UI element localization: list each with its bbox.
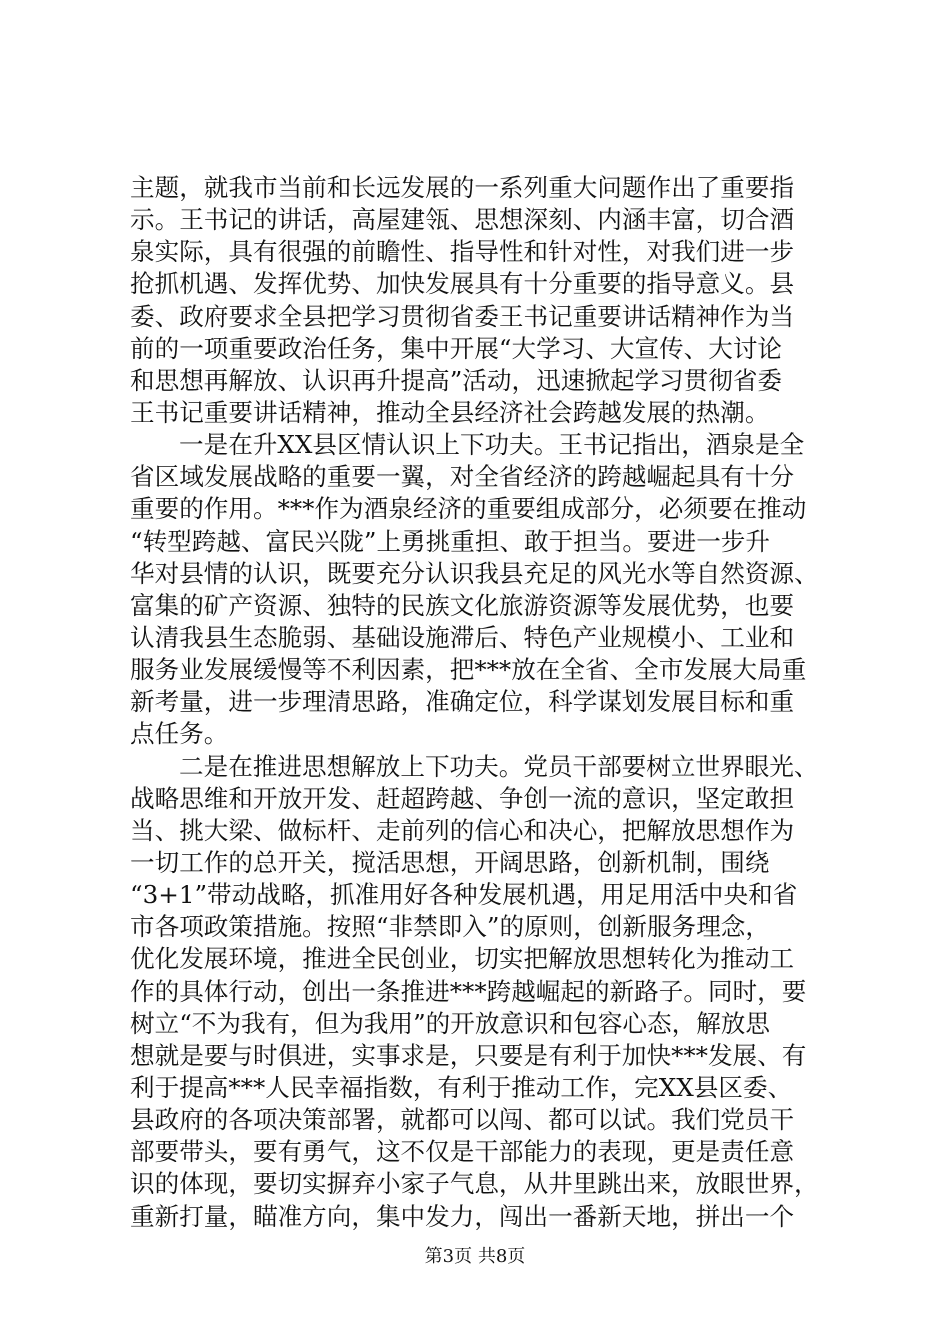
text-line: 前的一项重要政治任务，集中开展“大学习、大宣传、大讨论 xyxy=(130,333,783,363)
text-line: 泉实际，具有很强的前瞻性、指导性和针对性，对我们进一步 xyxy=(130,237,795,267)
text-line: 华对县情的认识，既要充分认识我县充足的风光水等自然资源、 xyxy=(130,558,819,588)
text-line: 认清我县生态脆弱、基础设施滞后、特色产业规模小、工业和 xyxy=(130,622,795,652)
text-line: 树立“不为我有，但为我用”的开放意识和包容心态，解放思 xyxy=(130,1008,770,1038)
text-line: 重要的作用。***作为酒泉经济的重要组成部分，必须要在推动 xyxy=(130,494,807,524)
paragraph-start-line: 一是在升XX县区情认识上下功夫。王书记指出，酒泉是全 xyxy=(179,430,805,460)
text-line: 当、挑大梁、做标杆、走前列的信心和决心，把解放思想作为 xyxy=(130,815,795,845)
text-line: 点任务。 xyxy=(130,719,229,749)
text-line: 识的体现，要切实摒弃小家子气息，从井里跳出来，放眼世界， xyxy=(130,1169,819,1199)
text-line: 抢抓机遇、发挥优势、加快发展具有十分重要的指导意义。县 xyxy=(130,269,795,299)
text-line: 利于提高***人民幸福指数，有利于推动工作，完XX县区委、 xyxy=(130,1072,793,1102)
text-line: “转型跨越、富民兴陇”上勇挑重担、敢于担当。要进一步升 xyxy=(130,526,770,556)
text-line: 优化发展环境，推进全民创业，切实把解放思想转化为推动工 xyxy=(130,944,795,974)
text-line: 富集的矿产资源、独特的民族文化旅游资源等发展优势，也要 xyxy=(130,590,795,620)
text-line: 重新打量，瞄准方向，集中发力，闯出一番新天地，拼出一个 xyxy=(130,1201,795,1231)
paragraph-start-line: 二是在推进思想解放上下功夫。党员干部要树立世界眼光、 xyxy=(179,751,819,781)
text-line: 县政府的各项决策部署，就都可以闯、都可以试。我们党员干 xyxy=(130,1105,795,1135)
text-line: 部要带头，要有勇气，这不仅是干部能力的表现，更是责任意 xyxy=(130,1137,795,1167)
text-line: 服务业发展缓慢等不利因素，把***放在全省、全市发展大局重 xyxy=(130,655,807,685)
text-line: 战略思维和开放开发、赶超跨越、争创一流的意识，坚定敢担 xyxy=(130,783,795,813)
text-line: 主题，就我市当前和长远发展的一系列重大问题作出了重要指 xyxy=(130,173,795,202)
text-line: 省区域发展战略的重要一翼，对全省经济的跨越崛起具有十分 xyxy=(130,462,795,492)
text-line: 示。王书记的讲话，高屋建瓴、思想深刻、内涵丰富，切合酒 xyxy=(130,205,795,235)
text-line: 想就是要与时俱进，实事求是，只要是有利于加快***发展、有 xyxy=(130,1040,807,1070)
text-line: 市各项政策措施。按照“非禁即入”的原则，创新服务理念， xyxy=(130,912,770,942)
document-body xyxy=(130,172,830,1233)
text-line: 王书记重要讲话精神，推动全县经济社会跨越发展的热潮。 xyxy=(130,397,770,427)
text-line: 作的具体行动，创出一条推进***跨越崛起的新路子。同时，要 xyxy=(130,976,807,1006)
text-line: “3+1”带动战略，抓准用好各种发展机遇，用足用活中央和省 xyxy=(130,880,798,910)
page-footer xyxy=(0,1245,950,1269)
text-line: 和思想再解放、认识再升提高”活动，迅速掀起学习贯彻省委 xyxy=(130,365,783,395)
text-line: 一切工作的总开关，搅活思想，开阔思路，创新机制，围绕 xyxy=(130,847,770,877)
text-line: 新考量，进一步理清思路，准确定位，科学谋划发展目标和重 xyxy=(130,687,795,717)
page-number-label: 第3页 共8页 xyxy=(424,1246,526,1267)
text-line: 委、政府要求全县把学习贯彻省委王书记重要讲话精神作为当 xyxy=(130,301,795,331)
